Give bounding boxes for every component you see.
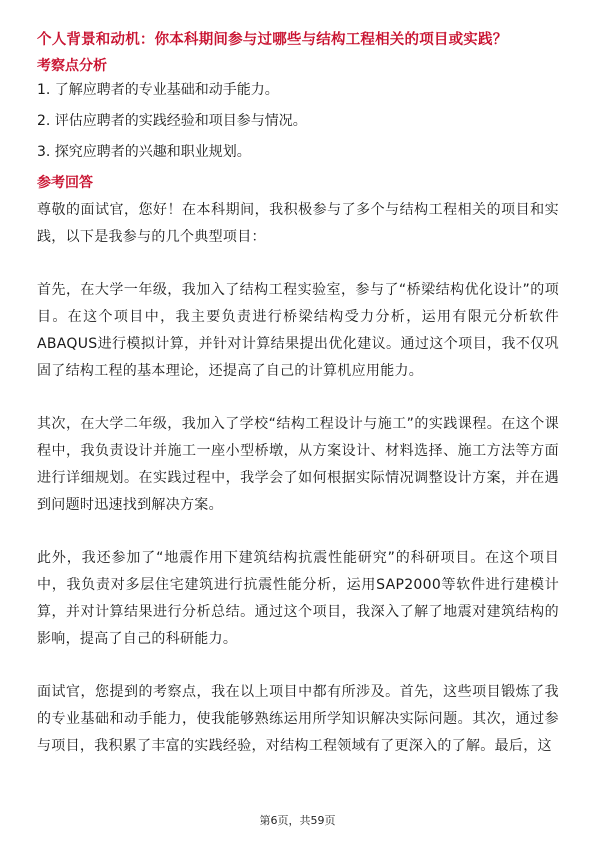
answer-paragraph: 首先，在大学一年级，我加入了结构工程实验室，参与了“桥梁结构优化设计”的项目。在这个项目中，我主要负责进行桥梁结构受力分析，运用有限元分析软件ABAQUS进行模拟计算，并针对计算结果提出优化建议。通过这个项目，我不仅巩固了结构工程的基本理论，还提高了自己的计算机应用能力。 [37, 282, 559, 379]
analysis-heading: 考察点分析 [37, 58, 107, 74]
analysis-point: 3. 探究应聘者的兴趣和职业规划。 [37, 144, 251, 160]
analysis-point: 2. 评估应聘者的实践经验和项目参与情况。 [37, 113, 307, 129]
answer-paragraph: 面试官，您提到的考察点，我在以上项目中都有所涉及。首先，这些项目锻炼了我的专业基础和动手能力，使我能够熟练运用所学知识解决实际问题。其次，通过参与项目，我积累了丰富的实践经验，对结构工程领域有了更深入的了解。最后，这 [37, 684, 559, 754]
page-number-footer: 第6页，共59页 [259, 814, 336, 827]
answer-body [37, 197, 559, 760]
question-title: 个人背景和动机：你本科期间参与过哪些与结构工程相关的项目或实践？ [37, 32, 508, 48]
analysis-point: 1. 了解应聘者的专业基础和动手能力。 [37, 82, 279, 98]
page-content [37, 30, 559, 786]
answer-paragraph: 尊敬的面试官，您好！在本科期间，我积极参与了多个与结构工程相关的项目和实践，以下是我参与的几个典型项目： [37, 202, 559, 245]
answer-paragraph: 其次，在大学二年级，我加入了学校“结构工程设计与施工”的实践课程。在这个课程中，我负责设计并施工一座小型桥墩，从方案设计、材料选择、施工方法等方面进行详细规划。在实践过程中，我学会了如何根据实际情况调整设计方案，并在遇到问题时迅速找到解决方案。 [37, 416, 559, 513]
answer-heading: 参考回答 [37, 175, 93, 191]
analysis-points-list [37, 80, 559, 162]
answer-paragraph: 此外，我还参加了“地震作用下建筑结构抗震性能研究”的科研项目。在这个项目中，我负责对多层住宅建筑进行抗震性能分析，运用SAP2000等软件进行建模计算，并对计算结果进行分析总结。通过这个项目，我深入了解了地震对建筑结构的影响，提高了自己的科研能力。 [37, 550, 559, 647]
